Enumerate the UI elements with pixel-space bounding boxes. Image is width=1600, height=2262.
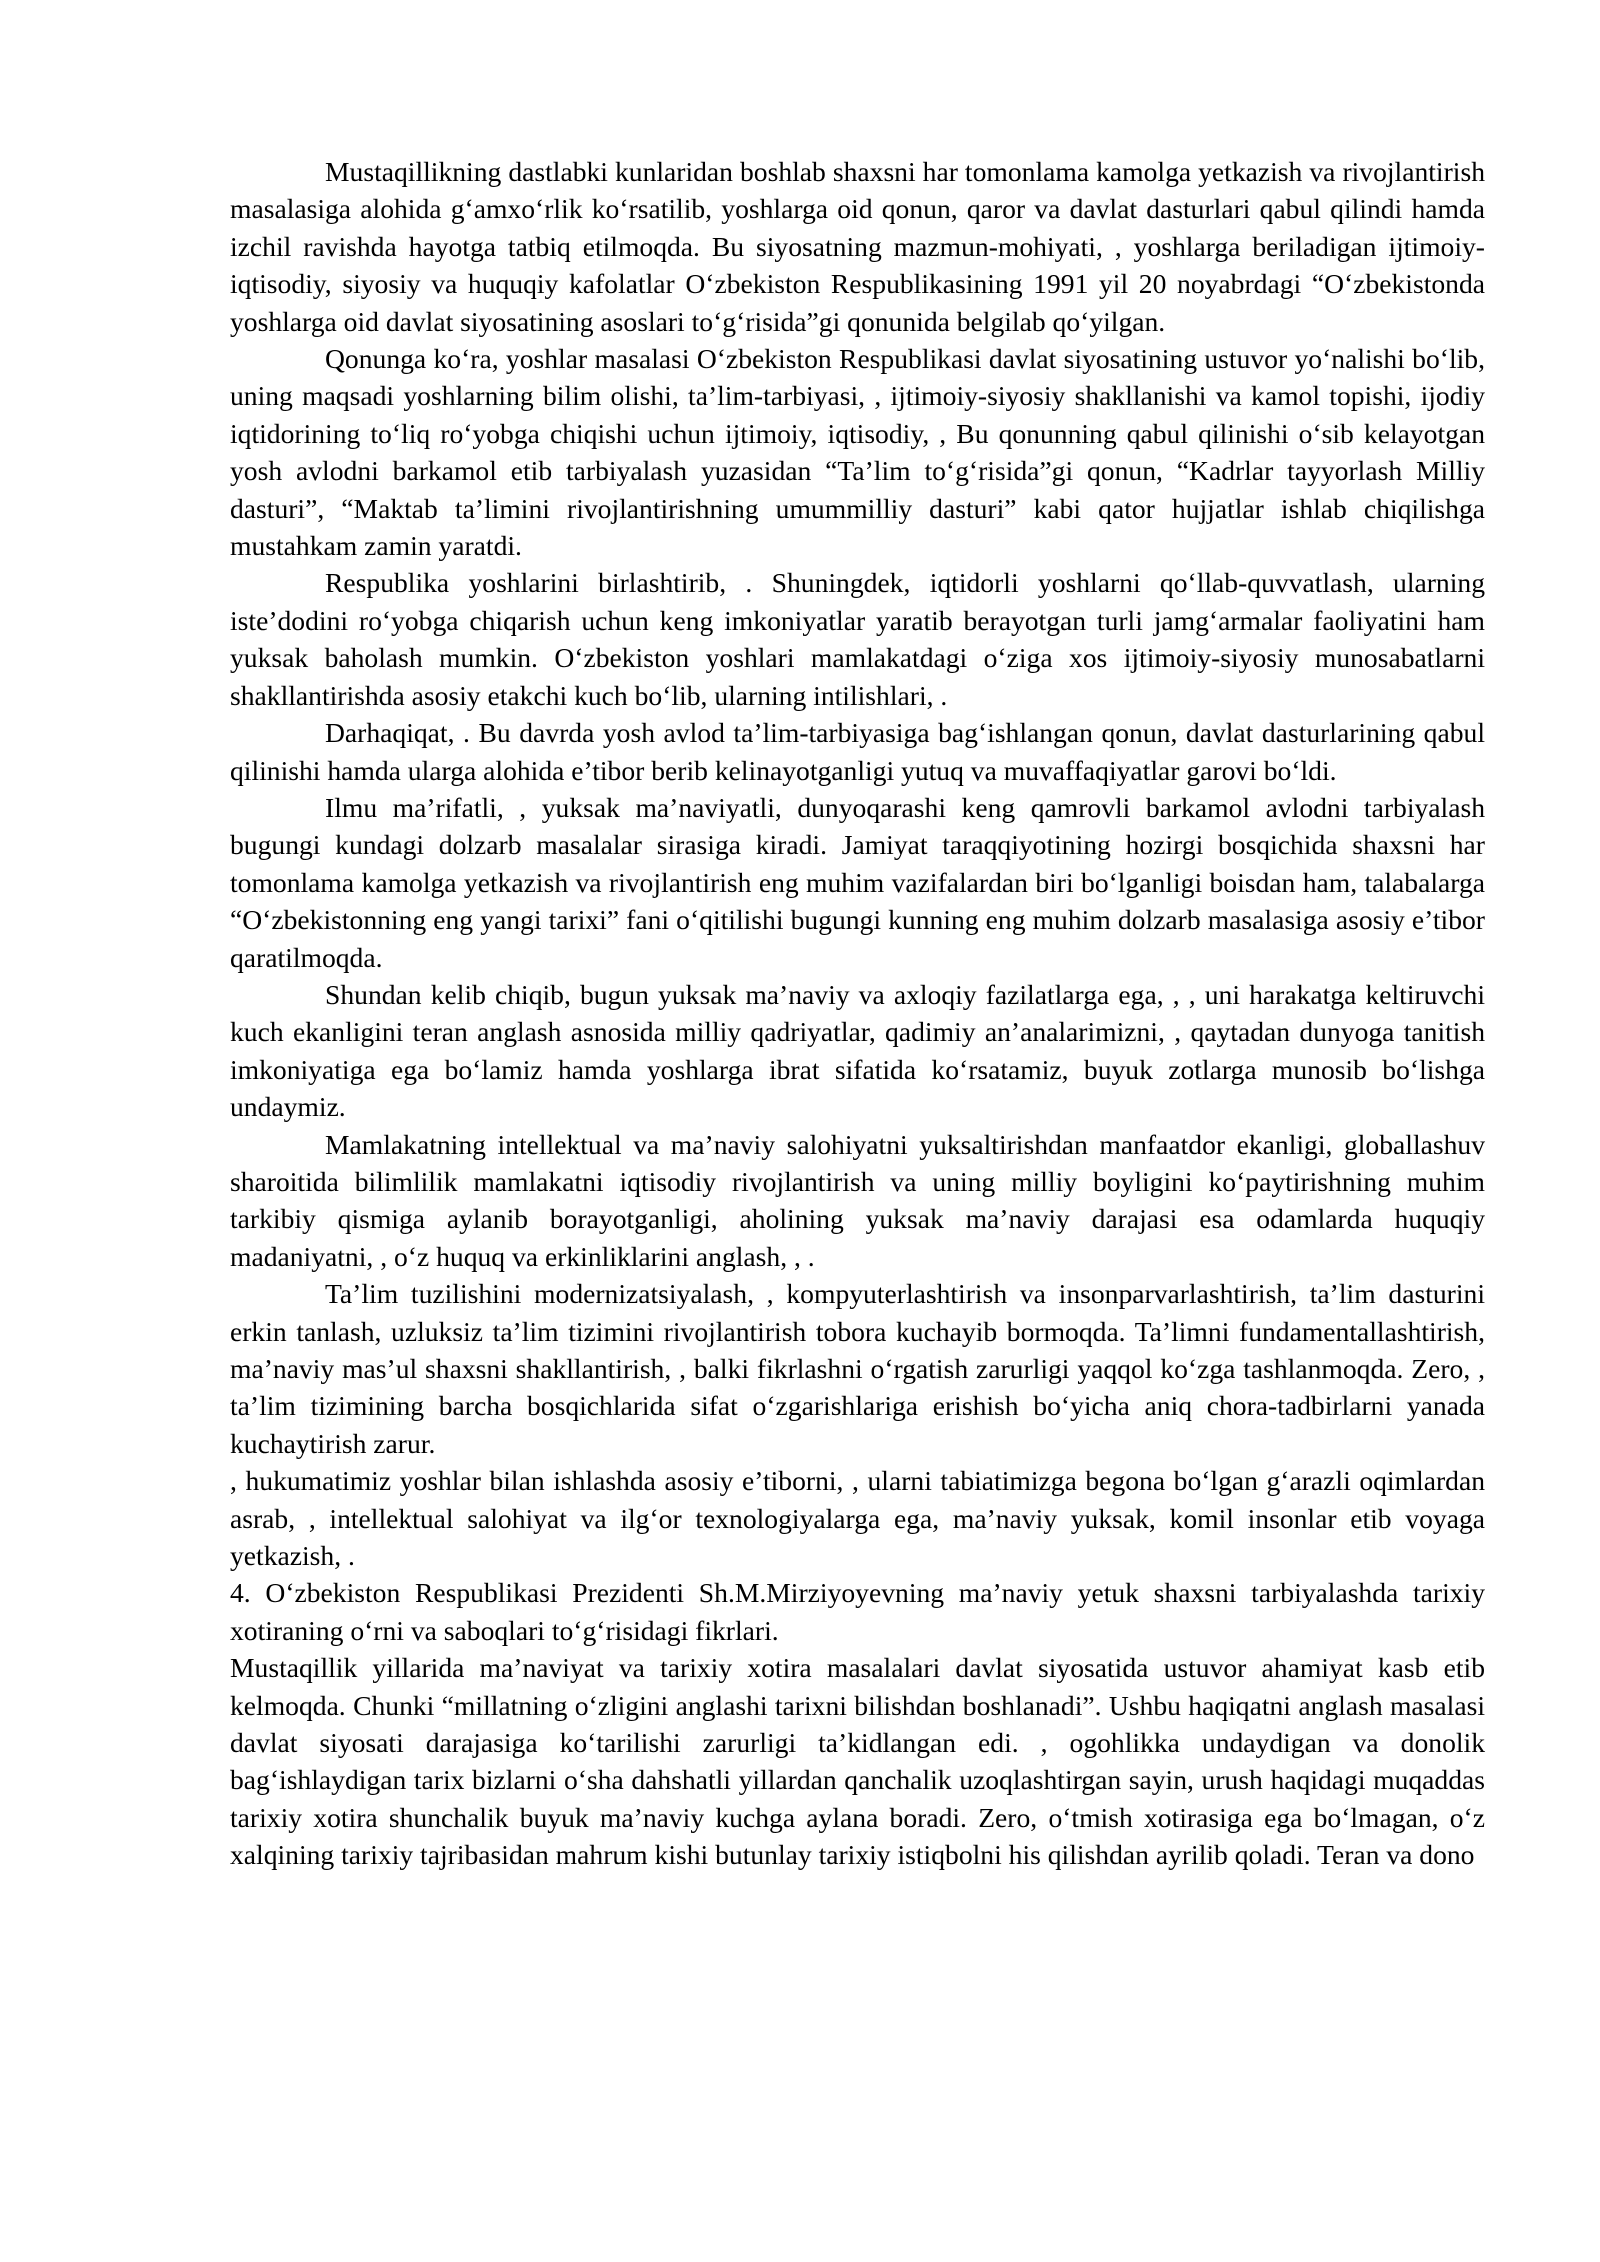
paragraph-5: Ilmu ma’rifatli, , yuksak ma’naviyatli, dunyoqarashi keng qamrovli barkamol avlodni tarbiyalash bugungi kundagi dolzarb masalalar sirasiga kiradi. Jamiyat taraqqiyotining hozirgi bosqichida shaxsni har tomonlama kamolga yetkazish va rivojlantirish eng muhim vazifalardan biri bo‘lganligi boisdan ham, talabalarga “O‘zbekistonning eng yangi tarixi” fani o‘qitilishi bugungi kunning eng muhim dolzarb masalasiga asosiy e’tibor qaratilmoqda.	[230, 791, 1485, 973]
paragraph-1: Mustaqillikning dastlabki kunlaridan boshlab shaxsni har tomonlama kamolga yetkazish va rivojlantirish masalasiga alohida g‘amxo‘rlik ko‘rsatilib, yoshlarga oid qonun, qaror va davlat dasturlari qabul qilindi hamda izchil ravishda hayotga tatbiq etilmoqda. Bu siyosatning mazmun-mohiyati, , yoshlarga beriladigan ijtimoiy-iqtisodiy, siyosiy va huquqiy kafolatlar O‘zbekiston Respublikasining 1991 yil 20 noyabrdagi “O‘zbekistonda yoshlarga oid davlat siyosatining asoslari to‘g‘risida”gi qonunida belgilab qo‘yilgan.	[230, 156, 1485, 337]
paragraph-6: Shundan kelib chiqib, bugun yuksak ma’naviy va axloqiy fazilatlarga ega, , , uni harakatga keltiruvchi kuch ekanligini teran anglash asnosida milliy qadriyatlar, qadimiy an’analarimizni, , qaytadan dunyoga tanitish imkoniyatiga ega bo‘lamiz hamda yoshlarga ibrat sifatida ko‘rsatamiz, buyuk zotlarga munosib bo‘lishga undaymiz.	[230, 978, 1485, 1123]
paragraph-4: Darhaqiqat, . Bu davrda yosh avlod ta’lim-tarbiyasiga bag‘ishlangan qonun, davlat dasturlarining qabul qilinishi hamda ularga alohida e’tibor berib kelinayotganligi yutuq va muvaffaqiyatlar garovi bo‘ldi.	[230, 717, 1485, 786]
paragraph-9: , hukumatimiz yoshlar bilan ishlashda asosiy e’tiborni, , ularni tabiatimizga begona bo‘lgan g‘arazli oqimlardan asrab, , intellektual salohiyat va ilg‘or texnologiyalarga ega, ma’naviy yuksak, komil insonlar etib voyaga yetkazish, .	[230, 1465, 1485, 1572]
paragraph-7: Mamlakatning intellektual va ma’naviy salohiyatni yuksaltirishdan manfaatdor ekanligi, globallashuv sharoitida bilimlilik mamlakatni iqtisodiy rivojlantirish va uning milliy boyligini ko‘paytirishning muhim tarkibiy qismiga aylanib borayotganligi, aholining yuksak ma’naviy darajasi esa odamlarda huquqiy madaniyatni, , o‘z huquq va erkinliklarini anglash, , .	[230, 1128, 1485, 1272]
paragraph-8: Ta’lim tuzilishini modernizatsiyalash, , kompyuterlashtirish va insonparvarlashtirish, ta’lim dasturini erkin tanlash, uzluksiz ta’lim tizimini rivojlantirish tobora kuchayib bormoqda. Ta’limni fundamentallashtirish, ma’naviy mas’ul shaxsni shakllantirish, , balki fikrlashni o‘rgatish zarurligi yaqqol ko‘zga tashlanmoqda. Zero, , ta’lim tizimining barcha bosqichlarida sifat o‘zgarishlariga erishish bo‘yicha aniq chora-tadbirlarni yanada kuchaytirish zarur.	[230, 1278, 1485, 1459]
section-heading-4: 4. O‘zbekiston Respublikasi Prezidenti Sh.M.Mirziyoyevning ma’naviy yetuk shaxsni tarbiyalashda tarixiy xotiraning o‘rni va saboqlari to‘g‘risidagi fikrlari.	[230, 1577, 1485, 1646]
paragraph-3: Respublika yoshlarini birlashtirib, . Shuningdek, iqtidorli yoshlarni qo‘llab-quvvatlash, ularning iste’dodini ro‘yobga chiqarish uchun keng imkoniyatlar yaratib berayotgan turli jamg‘armalar faoliyatini ham yuksak baholash mumkin. O‘zbekiston yoshlari mamlakatdagi o‘ziga xos ijtimoiy-siyosiy munosabatlarni shakllantirishda asosiy etakchi kuch bo‘lib, ularning intilishlari, .	[230, 567, 1485, 711]
paragraph-2: Qonunga ko‘ra, yoshlar masalasi O‘zbekiston Respublikasi davlat siyosatining ustuvor yo‘nalishi bo‘lib, uning maqsadi yoshlarning bilim olishi, ta’lim-tarbiyasi, , ijtimoiy-siyosiy shakllanishi va kamol topishi, ijodiy iqtidorining to‘liq ro‘yobga chiqishi uchun ijtimoiy, iqtisodiy, , Bu qonunning qabul qilinishi o‘sib kelayotgan yosh avlodni barkamol etib tarbiyalash yuzasidan “Ta’lim to‘g‘risida”gi qonun, “Kadrlar tayyorlash Milliy dasturi”, “Maktab ta’limini rivojlantirishning umummilliy dasturi” kabi qator hujjatlar ishlab chiqilishga mustahkam zamin yaratdi.	[230, 343, 1485, 562]
paragraph-10: Mustaqillik yillarida ma’naviyat va tarixiy xotira masalalari davlat siyosatida ustuvor ahamiyat kasb etib kelmoqda. Chunki “millatning o‘zligini anglashi tarixni bilishdan boshlanadi”. Ushbu haqiqatni anglash masalasi davlat siyosati darajasiga ko‘tarilishi zarurligi ta’kidlangan edi. , ogohlikka undaydigan va donolik bag‘ishlaydigan tarix bizlarni o‘sha dahshatli yillardan qanchalik uzoqlashtirgan sayin, urush haqidagi muqaddas tarixiy xotira shunchalik buyuk ma’naviy kuchga aylana boradi. Zero, o‘tmish xotirasiga ega bo‘lmagan, o‘z xalqining tarixiy tajribasidan mahrum kishi butunlay tarixiy istiqbolni his qilishdan ayrilib qoladi. Teran va dono	[230, 1652, 1485, 1871]
document-page	[230, 153, 1485, 1874]
